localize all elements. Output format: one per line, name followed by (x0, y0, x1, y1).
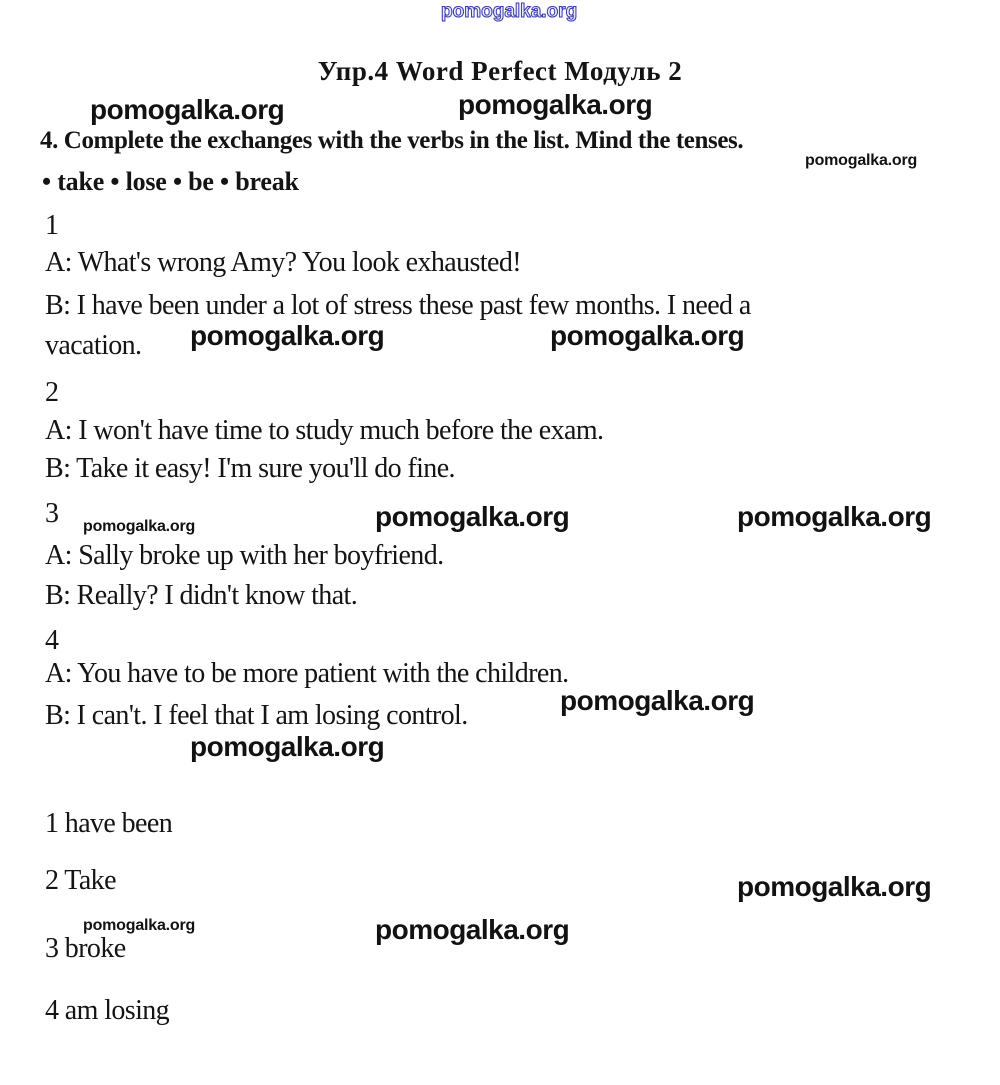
dialogue-line: A: Sally broke up with her boyfriend. (45, 540, 444, 571)
watermark: pomogalka.org (375, 501, 570, 532)
page-title: Упр.4 Word Perfect Модуль 2 (317, 56, 683, 86)
dialogue-line: A: You have to be more patient with the children. (45, 658, 569, 689)
answer-line: 4 am losing (45, 995, 170, 1026)
dialogue-line: B: Really? I didn't know that. (45, 580, 358, 611)
dialogue-number: 3 (45, 498, 59, 529)
task-instruction: 4. Complete the exchanges with the verbs in the list. Mind the tenses. (40, 127, 744, 154)
answer-line: 2 Take (45, 865, 116, 896)
watermark: pomogalka.org (90, 94, 285, 125)
watermark: pomogalka.org (458, 89, 653, 120)
watermark: pomogalka.org (83, 917, 196, 934)
watermark: pomogalka.org (190, 731, 385, 762)
dialogue-line: A: I won't have time to study much before the exam. (45, 415, 604, 446)
watermark: pomogalka.org (737, 871, 932, 902)
watermark: pomogalka.org (375, 914, 570, 945)
verb-list: • take • lose • be • break (42, 167, 299, 196)
dialogue-line: B: I can't. I feel that I am losing control. (45, 700, 468, 731)
answer-line: 1 have been (45, 808, 173, 839)
dialogue-number: 4 (45, 625, 59, 656)
watermark: pomogalka.org (550, 320, 745, 351)
dialogue-number: 1 (45, 210, 59, 241)
watermark: pomogalka.org (441, 1, 578, 22)
watermark: pomogalka.org (560, 685, 755, 716)
dialogue-line: A: What's wrong Amy? You look exhausted! (45, 247, 521, 278)
answer-line: 3 broke (45, 933, 126, 964)
dialogue-line: vacation. (45, 330, 142, 361)
dialogue-number: 2 (45, 377, 59, 408)
watermark: pomogalka.org (83, 518, 196, 535)
dialogue-line: B: I have been under a lot of stress these past few months. I need a (45, 290, 751, 321)
watermark: pomogalka.org (805, 152, 918, 169)
watermark: pomogalka.org (190, 320, 385, 351)
watermark: pomogalka.org (737, 501, 932, 532)
dialogue-line: B: Take it easy! I'm sure you'll do fine. (45, 453, 455, 484)
